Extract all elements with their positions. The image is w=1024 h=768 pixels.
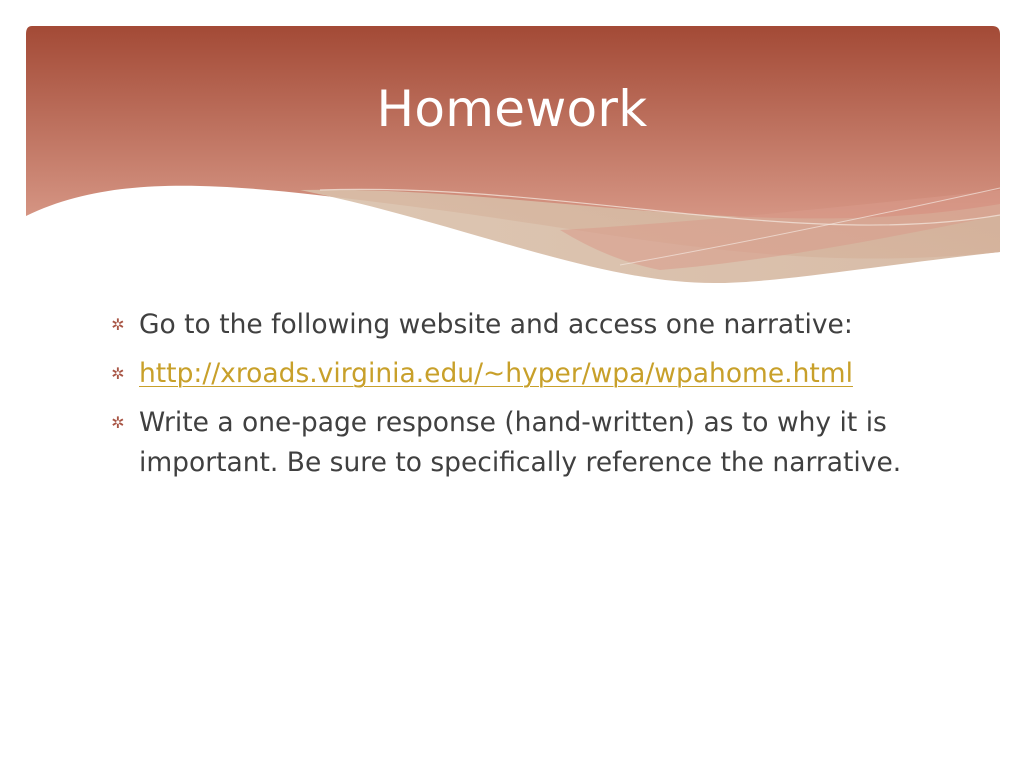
slide-title: Homework	[376, 80, 648, 138]
bullet-list	[110, 305, 930, 483]
bullet-text: Go to the following website and access one narrative:	[139, 309, 853, 340]
bullet-item	[110, 354, 930, 394]
website-link[interactable]: http://xroads.virginia.edu/~hyper/wpa/wpahome.html	[139, 358, 853, 389]
asterisk-bullet-icon: ✲	[111, 315, 125, 334]
asterisk-bullet-icon: ✲	[111, 413, 125, 432]
bullet-item	[110, 403, 930, 483]
asterisk-bullet-icon: ✲	[111, 364, 125, 383]
bullet-item	[110, 305, 930, 345]
slide-content	[110, 305, 930, 492]
bullet-text: Write a one-page response (hand-written) as to why it is important. Be sure to specifically reference the narrative.	[139, 407, 902, 478]
header-banner	[0, 0, 1024, 300]
